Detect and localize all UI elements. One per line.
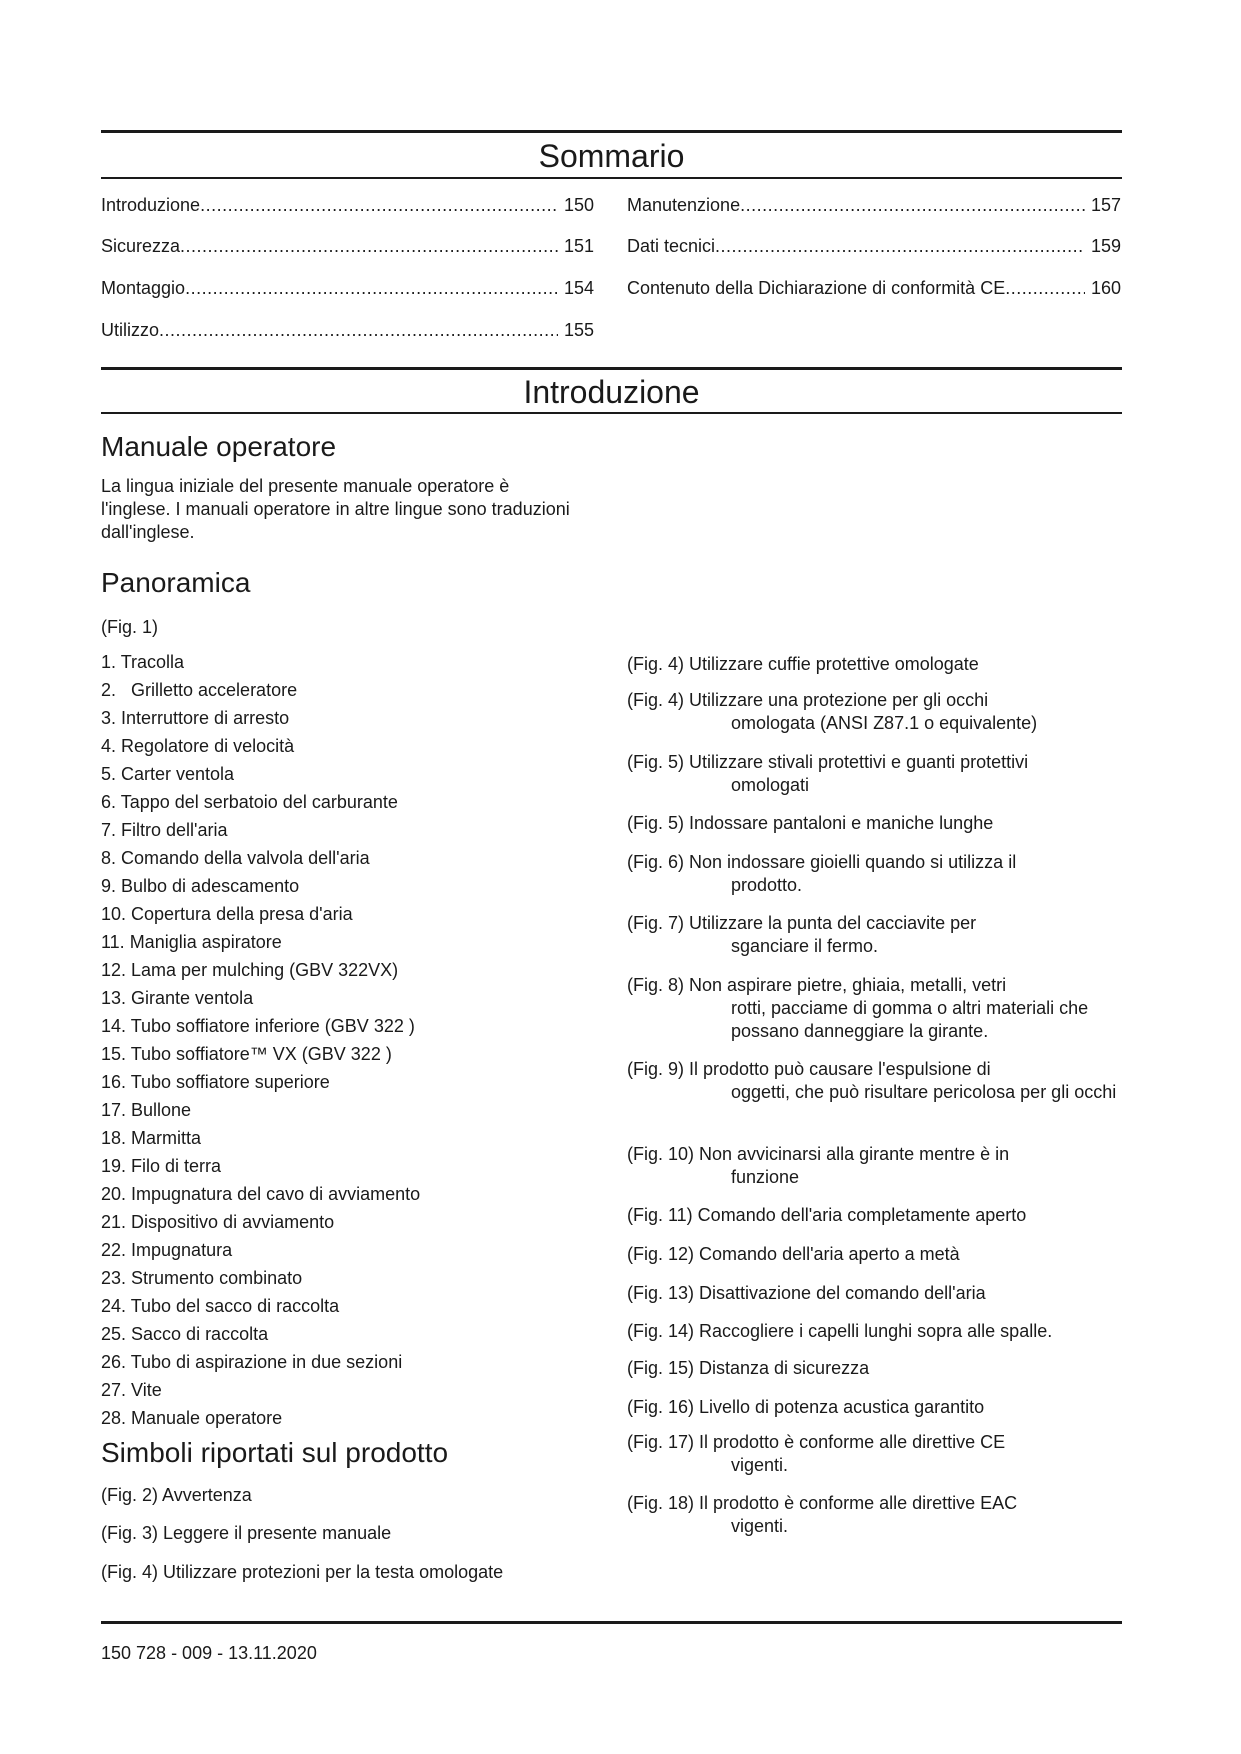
list-item: 8. Comando della valvola dell'aria (101, 848, 370, 868)
toc-entry-montaggio[interactable]: Montaggio ..... 154 (101, 276, 594, 300)
simboli-heading: Simboli riportati sul prodotto (101, 1437, 449, 1468)
footer-doc-code: 150 728 - 009 - 13.11.2020 (101, 1643, 317, 1663)
list-item: 22. Impugnatura (101, 1240, 233, 1260)
symbol-item: (Fig. 5) Utilizzare stivali protettivi e guanti protettivi omologati (627, 752, 1029, 795)
toc-entry-manutenzione[interactable]: Manutenzione ..... 157 (627, 193, 1121, 217)
intro-title-underline (101, 412, 1122, 414)
list-item: 2. Grilletto acceleratore (101, 680, 298, 700)
symbol-item: (Fig. 16) Livello di potenza acustica garantito (627, 1397, 985, 1417)
list-item: 23. Strumento combinato (101, 1268, 303, 1288)
list-item: 20. Impugnatura del cavo di avviamento (101, 1184, 421, 1204)
intro-top-rule (101, 367, 1122, 370)
symbol-item: (Fig. 13) Disattivazione del comando dell'aria (627, 1283, 986, 1303)
symbol-item: (Fig. 18) Il prodotto è conforme alle direttive EAC vigenti. (627, 1493, 1018, 1536)
simboli-left-item: (Fig. 4) Utilizzare protezioni per la testa omologate (101, 1562, 504, 1582)
list-item: 27. Vite (101, 1380, 162, 1400)
panoramica-heading: Panoramica (101, 567, 251, 598)
symbol-item: (Fig. 9) Il prodotto può causare l'espulsione di oggetti, che può risultare pericolosa per gli occhi (627, 1059, 1117, 1102)
list-item: 1. Tracolla (101, 652, 185, 672)
symbol-item: (Fig. 14) Raccogliere i capelli lunghi sopra alle spalle. (627, 1321, 1053, 1341)
list-item: 4. Regolatore di velocità (101, 736, 295, 756)
list-item: 9. Bulbo di adescamento (101, 876, 300, 896)
symbol-item: (Fig. 11) Comando dell'aria completamente aperto (627, 1205, 1027, 1225)
manuale-text: La lingua iniziale del presente manuale operatore è l'inglese. I manuali operatore in altre lingue sono traduzioni dall'inglese. (101, 476, 570, 542)
list-item: 13. Girante ventola (101, 988, 254, 1008)
symbol-item: (Fig. 5) Indossare pantaloni e maniche lunghe (627, 813, 994, 833)
toc-entry-dati-tecnici[interactable]: Dati tecnici ..... 159 (627, 234, 1121, 258)
symbol-item: (Fig. 10) Non avvicinarsi alla girante mentre è in funzione (627, 1144, 1010, 1187)
list-item: 19. Filo di terra (101, 1156, 222, 1176)
symbol-item: (Fig. 4) Utilizzare cuffie protettive omologate (627, 654, 979, 674)
toc-entry-sicurezza[interactable]: Sicurezza ..... 151 (101, 234, 594, 258)
list-item: 21. Dispositivo di avviamento (101, 1212, 335, 1232)
toc-title: Sommario (538, 138, 685, 174)
symbol-item: (Fig. 17) Il prodotto è conforme alle direttive CE vigenti. (627, 1432, 1006, 1475)
list-item: 26. Tubo di aspirazione in due sezioni (101, 1352, 403, 1372)
list-item: 3. Interruttore di arresto (101, 708, 290, 728)
list-item: 15. Tubo soffiatore™ VX (GBV 322 ) (101, 1044, 392, 1064)
toc-entry-utilizzo[interactable]: Utilizzo ..... 155 (101, 318, 594, 342)
simboli-left-item: (Fig. 3) Leggere il presente manuale (101, 1523, 392, 1543)
list-item: 16. Tubo soffiatore superiore (101, 1072, 330, 1092)
symbol-item: (Fig. 7) Utilizzare la punta del cacciavite per sganciare il fermo. (627, 913, 977, 956)
symbol-item: (Fig. 8) Non aspirare pietre, ghiaia, metalli, vetri rotti, pacciame di gomma o altri materiali che possano danneggiare la girante. (627, 975, 1089, 1041)
list-item: 7. Filtro dell'aria (101, 820, 228, 840)
toc-title-underline (101, 177, 1122, 179)
list-item: 5. Carter ventola (101, 764, 235, 784)
symbol-item: (Fig. 12) Comando dell'aria aperto a metà (627, 1244, 960, 1264)
list-item: 6. Tappo del serbatoio del carburante (101, 792, 398, 812)
list-item: 14. Tubo soffiatore inferiore (GBV 322 ) (101, 1016, 415, 1036)
list-item: 18. Marmitta (101, 1128, 202, 1148)
manuale-heading: Manuale operatore (101, 431, 337, 462)
list-item: 24. Tubo del sacco di raccolta (101, 1296, 340, 1316)
symbol-item: (Fig. 15) Distanza di sicurezza (627, 1358, 870, 1378)
list-item: 12. Lama per mulching (GBV 322VX) (101, 960, 399, 980)
simboli-left-item: (Fig. 2) Avvertenza (101, 1485, 252, 1505)
list-item: 10. Copertura della presa d'aria (101, 904, 353, 924)
toc-entry-dichiarazione-ce[interactable]: Contenuto della Dichiarazione di conformità CE ..... 160 (627, 276, 1121, 300)
list-item: 28. Manuale operatore (101, 1408, 283, 1428)
panoramica-fig-ref: (Fig. 1) (101, 617, 159, 637)
toc-entry-introduzione[interactable]: Introduzione ..... 150 (101, 193, 594, 217)
panoramica-list (101, 648, 571, 1432)
intro-title: Introduzione (523, 374, 700, 410)
top-rule (101, 130, 1122, 133)
footer-rule (101, 1621, 1122, 1624)
list-item: 11. Maniglia aspiratore (101, 932, 282, 952)
list-item: 17. Bullone (101, 1100, 192, 1120)
symbol-item: (Fig. 4) Utilizzare una protezione per gli occhi omologata (ANSI Z87.1 o equivalente) (627, 690, 1038, 733)
list-item: 25. Sacco di raccolta (101, 1324, 269, 1344)
symbol-item: (Fig. 6) Non indossare gioielli quando si utilizza il prodotto. (627, 852, 1017, 895)
